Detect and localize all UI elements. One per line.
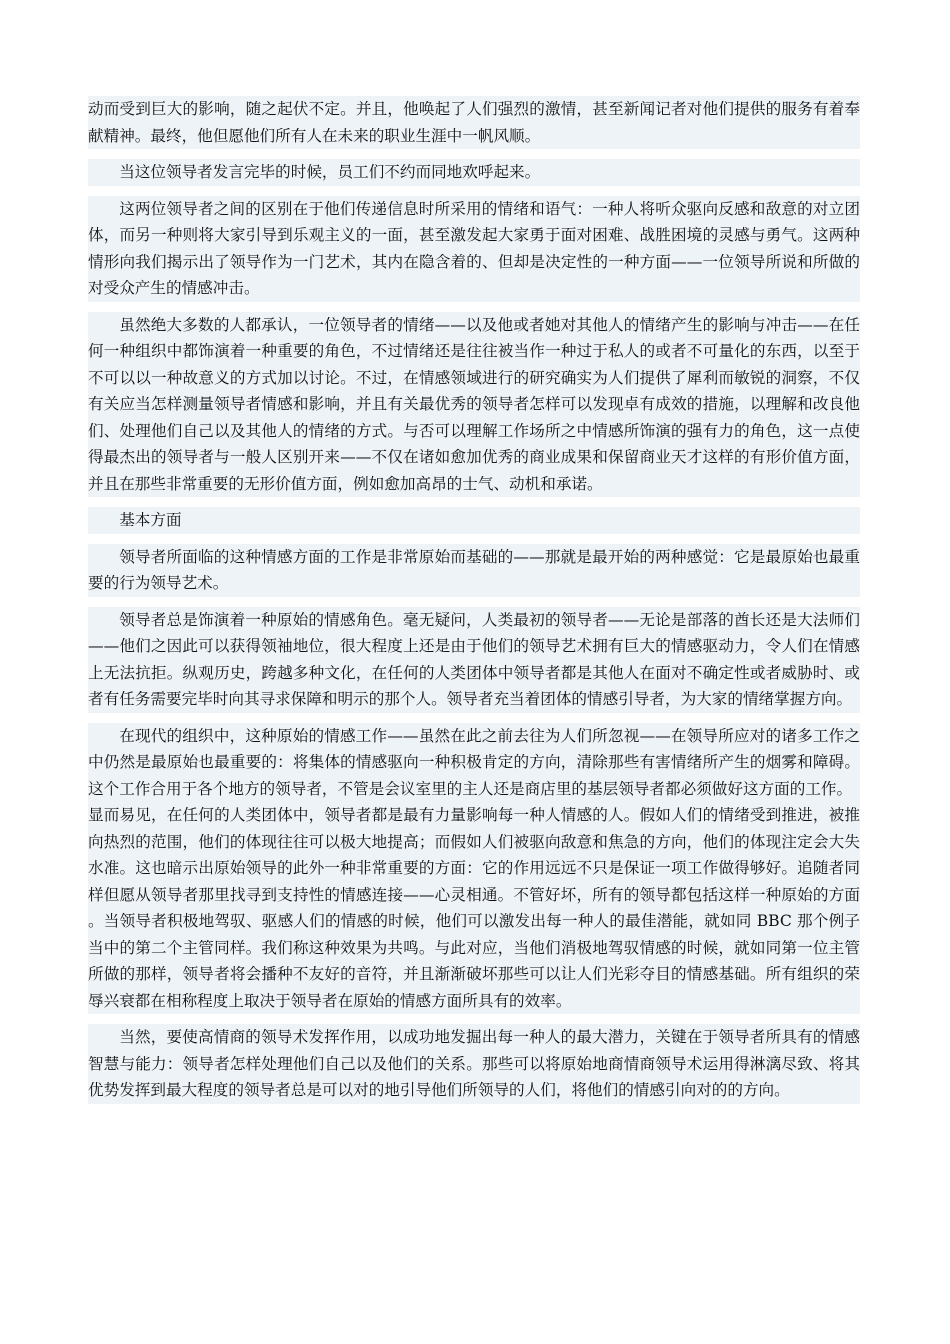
section-heading: 基本方面	[88, 507, 860, 534]
paragraph-4: 虽然绝大多数的人都承认，一位领导者的情绪——以及他或者她对其他人的情绪产生的影响与冲击——在任何一种组织中都饰演着一种重要的角色，不过情绪还是往往被当作一种过于私人的或者不可量化的东西，以至于不可以以一种故意义的方式加以讨论。不过，在情感领域进行的研究确实为人们提供了犀利而敏锐的洞察，不仅有关应当怎样测量领导者情感和影响，并且有关最优秀的领导者怎样可以发现卓有成效的措施，以理解和改良他们、处理他们自己以及其他人的情绪的方式。与否可以理解工作场所之中情感所饰演的强有力的角色，这一点使得最杰出的领导者与一般人区别开来——不仅在诸如愈加优秀的商业成果和保留商业天才这样的有形价值方面，并且在那些非常重要的无形价值方面，例如愈加高昂的士气、动机和承诺。	[88, 312, 860, 498]
paragraph-3: 这两位领导者之间的区别在于他们传递信息时所采用的情绪和语气：一种人将听众驱向反感和敌意的对立团体，而另一种则将大家引导到乐观主义的一面，甚至激发起大家勇于面对困难、战胜困境的灵感与勇气。这两种情形向我们揭示出了领导作为一门艺术，其内在隐含着的、但却是决定性的一种方面——一位领导所说和所做的对受众产生的情感冲击。	[88, 196, 860, 302]
paragraph-2: 当这位领导者发言完毕的时候，员工们不约而同地欢呼起来。	[88, 159, 860, 186]
paragraph-7: 在现代的组织中，这种原始的情感工作——虽然在此之前去往为人们所忽视——在领导所应对的诸多工作之中仍然是最原始也最重要的：将集体的情感驱向一种积极肯定的方向，清除那些有害情绪所产生的烟雾和障碍。这个工作合用于各个地方的领导者，不管是会议室里的主人还是商店里的基层领导者都必须做好这方面的工作。	[88, 723, 860, 803]
document-body	[88, 96, 860, 1104]
paragraph-5: 领导者所面临的这种情感方面的工作是非常原始而基础的——那就是最开始的两种感觉：它是最原始也最重要的行为领导艺术。	[88, 544, 860, 597]
paragraph-8: 显而易见，在任何的人类团体中，领导者都是最有力量影响每一种人情感的人。假如人们的情绪受到推进，被推向热烈的范围，他们的体现往往可以极大地提高；而假如人们被驱向敌意和焦急的方向，他们的体现注定会大失水准。这也暗示出原始领导的此外一种非常重要的方面：它的作用远远不只是保证一项工作做得够好。追随者同样但愿从领导者那里找寻到支持性的情感连接——心灵相通。不管好坏，所有的领导都包括这样一种原始的方面。当领导者积极地驾驭、驱感人们的情感的时候，他们可以激发出每一种人的最佳潜能，就如同 BBC 那个例子当中的第二个主管同样。我们称这种效果为共鸣。与此对应，当他们消极地驾驭情感的时候，就如同第一位主管所做的那样，领导者将会播种不友好的音符，并且渐渐破坏那些可以让人们光彩夺目的情感基础。所有组织的荣辱兴衰都在相称程度上取决于领导者在原始的情感方面所具有的效率。	[88, 802, 860, 1014]
paragraph-6: 领导者总是饰演着一种原始的情感角色。毫无疑问，人类最初的领导者——无论是部落的酋长还是大法师们——他们之因此可以获得领袖地位，很大程度上还是由于他们的领导艺术拥有巨大的情感驱动力，令人们在情感上无法抗拒。纵观历史，跨越多种文化，在任何的人类团体中领导者都是其他人在面对不确定性或者威胁时、或者有任务需要完毕时向其寻求保障和明示的那个人。领导者充当着团体的情感引导者，为大家的情绪掌握方向。	[88, 607, 860, 713]
paragraph-1: 动而受到巨大的影响，随之起伏不定。并且，他唤起了人们强烈的激情，甚至新闻记者对他们提供的服务有着奉献精神。最终，他但愿他们所有人在未来的职业生涯中一帆风顺。	[88, 96, 860, 149]
paragraph-9: 当然，要使高情商的领导术发挥作用，以成功地发掘出每一种人的最大潜力，关键在于领导者所具有的情感智慧与能力：领导者怎样处理他们自己以及他们的关系。那些可以将原始地商情商领导术运用得淋漓尽致、将其优势发挥到最大程度的领导者总是可以对的地引导他们所领导的人们，将他们的情感引向对的的方向。	[88, 1024, 860, 1104]
